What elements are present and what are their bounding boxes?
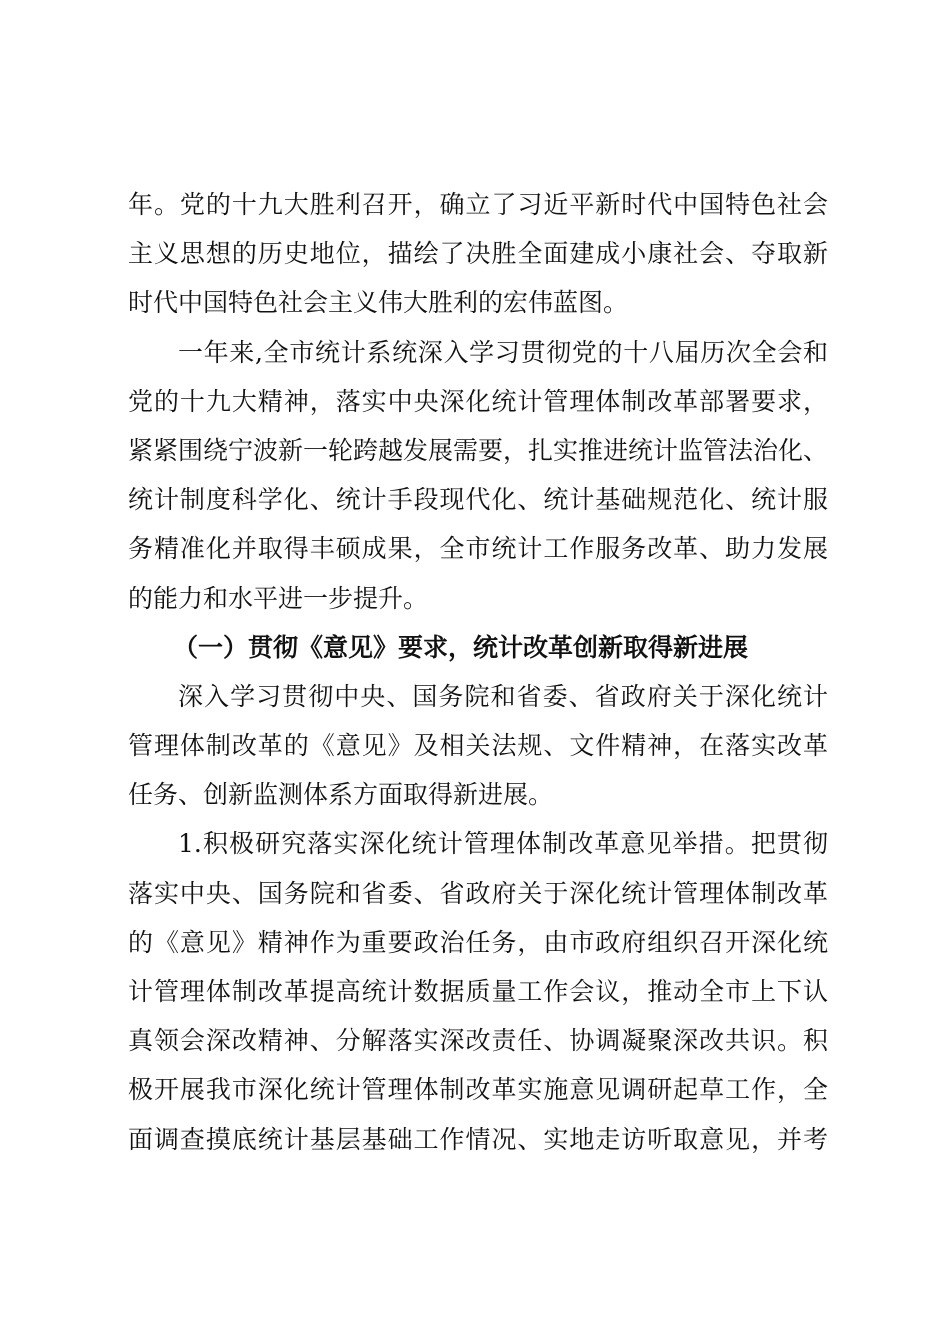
- paragraph-line: 真领会深改精神、分解落实深改责任、协调凝聚深改共识。积: [128, 1026, 828, 1056]
- paragraph-line: 面调查摸底统计基层基础工作情况、实地走访听取意见，并考: [128, 1124, 828, 1154]
- paragraph-line: 任务、创新监测体系方面取得新进展。: [128, 780, 554, 810]
- paragraph-line: 务精准化并取得丰硕成果，全市统计工作服务改革、助力发展: [128, 534, 828, 564]
- paragraph-line: 紧紧围绕宁波新一轮跨越发展需要，扎实推进统计监管法治化、: [128, 435, 829, 465]
- paragraph-line: 深入学习贯彻中央、国务院和省委、省政府关于深化统计: [178, 681, 828, 711]
- paragraph-line: 主义思想的历史地位，描绘了决胜全面建成小康社会、夺取新: [128, 239, 828, 269]
- paragraph-line: 时代中国特色社会主义伟大胜利的宏伟蓝图。: [128, 288, 629, 318]
- section-heading: （一）贯彻《意见》要求，统计改革创新取得新进展: [173, 632, 749, 662]
- paragraph-line: 管理体制改革的《意见》及相关法规、文件精神，在落实改革: [128, 731, 828, 761]
- paragraph-line: 的《意见》精神作为重要政治任务，由市政府组织召开深化统: [128, 927, 828, 957]
- paragraph-line: 计管理体制改革提高统计数据质量工作会议，推动全市上下认: [128, 977, 828, 1006]
- paragraph-line: 年。党的十九大胜利召开，确立了习近平新时代中国特色社会: [128, 190, 828, 219]
- paragraph-line: 落实中央、国务院和省委、省政府关于深化统计管理体制改革: [128, 878, 828, 908]
- paragraph-line: 统计制度科学化、统计手段现代化、统计基础规范化、统计服: [128, 485, 828, 515]
- paragraph-line: 党的十九大精神，落实中央深化统计管理体制改革部署要求，: [128, 386, 828, 416]
- paragraph-line: 的能力和水平进一步提升。: [128, 583, 429, 613]
- paragraph-line: 极开展我市深化统计管理体制改革实施意见调研起草工作，全: [128, 1075, 828, 1105]
- paragraph-line: 1.积极研究落实深化统计管理体制改革意见举措。把贯彻: [178, 829, 828, 859]
- body-text: [128, 180, 828, 1164]
- paragraph-line: 一年来,全市统计系统深入学习贯彻党的十八届历次全会和: [178, 337, 828, 367]
